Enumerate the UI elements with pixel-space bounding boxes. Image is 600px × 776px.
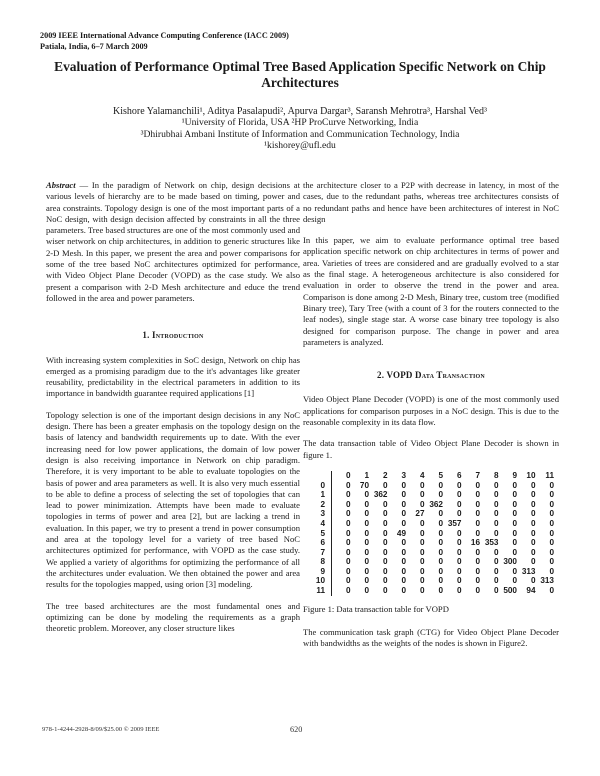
table-cell: 0 bbox=[364, 490, 369, 500]
column-header: 5 bbox=[438, 470, 443, 480]
table-row bbox=[311, 567, 554, 577]
row-header: 11 bbox=[316, 586, 325, 596]
table-cell: 0 bbox=[475, 557, 480, 567]
table-cell: 0 bbox=[364, 518, 369, 528]
right-column bbox=[303, 180, 559, 660]
table-cell: 0 bbox=[512, 528, 517, 538]
table-cell: 0 bbox=[332, 557, 351, 567]
table-header-row bbox=[311, 471, 554, 481]
abstract bbox=[46, 180, 300, 304]
table-cell: 0 bbox=[456, 586, 462, 596]
table-cell: 49 bbox=[396, 528, 406, 538]
affiliation-2: ³Dhirubhai Ambani Institute of Information and Communication Technology, India bbox=[140, 128, 460, 140]
table-cell: 0 bbox=[438, 576, 443, 586]
table-cell: 0 bbox=[493, 528, 499, 538]
data-transaction-table bbox=[311, 471, 555, 596]
table-cell: 0 bbox=[475, 490, 480, 500]
affiliation-1: ¹University of Florida, USA ²HP ProCurve Networking, India bbox=[181, 117, 419, 129]
row-header: 2 bbox=[320, 499, 325, 509]
table-row bbox=[311, 481, 554, 491]
table-cell: 0 bbox=[456, 509, 462, 519]
table-cell: 0 bbox=[364, 586, 369, 596]
table-row bbox=[311, 519, 554, 529]
page-number: 620 bbox=[290, 725, 303, 734]
table-cell: 0 bbox=[493, 547, 499, 557]
section-heading-vopd-title: Data Transaction bbox=[415, 370, 485, 381]
table-cell: 0 bbox=[401, 566, 406, 576]
conference-location-date: Patiala, India, 6–7 March 2009 bbox=[40, 41, 148, 51]
table-cell: 0 bbox=[332, 586, 351, 596]
table-cell: 27 bbox=[415, 509, 425, 519]
row-header: 5 bbox=[320, 528, 325, 538]
table-row bbox=[311, 500, 554, 510]
table-cell: 0 bbox=[419, 557, 425, 567]
table-row bbox=[311, 490, 554, 500]
table-cell: 300 bbox=[503, 557, 517, 567]
author-block bbox=[30, 106, 570, 152]
table-cell: 353 bbox=[484, 538, 499, 548]
table-cell: 0 bbox=[549, 547, 554, 557]
table-cell: 0 bbox=[530, 499, 536, 509]
table-cell: 0 bbox=[419, 480, 425, 490]
table-cell: 0 bbox=[419, 566, 425, 576]
column-header: 2 bbox=[382, 470, 388, 480]
table-cell: 0 bbox=[493, 586, 499, 596]
right-paragraph-1: the architecture closer to a P2P with decrease in latency, in most of the cases, due to the redundant paths, whereas tree architectures consists of no redundant paths and hence have been architectures of interest in NoC design bbox=[303, 180, 559, 224]
table-cell: 0 bbox=[530, 480, 536, 490]
table-cell: 0 bbox=[475, 518, 480, 528]
table-cell: 0 bbox=[475, 499, 480, 509]
table-cell: 0 bbox=[438, 557, 443, 567]
row-header: 4 bbox=[320, 518, 325, 528]
table-cell: 0 bbox=[364, 499, 369, 509]
table-cell: 0 bbox=[549, 490, 554, 500]
table-cell: 0 bbox=[332, 576, 351, 586]
table-cell: 0 bbox=[332, 519, 351, 529]
table-corner-cell bbox=[311, 471, 332, 481]
table-row bbox=[311, 538, 554, 548]
table-cell: 0 bbox=[493, 566, 499, 576]
conference-name: 2009 IEEE International Advance Computing Conference (IACC 2009) bbox=[40, 31, 289, 40]
table-cell: 0 bbox=[512, 576, 517, 586]
table-cell: 0 bbox=[530, 509, 536, 519]
table-cell: 0 bbox=[401, 480, 406, 490]
table-cell: 0 bbox=[549, 480, 554, 490]
table-cell: 0 bbox=[382, 557, 388, 567]
section-heading-introduction: 1. Introduction bbox=[142, 330, 204, 341]
abstract-text: — In the paradigm of Network on chip, design decisions at various levels of hierarchy are to be made based on timing, power and area constraints. Topology design is one of the most important parts of a NoC design, with design decision affected by constraints in all the three parameters. Tree based structures are one of the most commonly used and wiser network on chip architectures, in addition to generic structures like 2-D Mesh. In this paper, we present the area and power comparisons for some of the tree based NoC architectures optimized for performance, with Video Object Plane Decoder (VOPD) as the case study. We also present a comparison with 2-D Mesh architecture and educe the trend followed in the area and power parameters. bbox=[46, 180, 300, 303]
table-cell: 0 bbox=[401, 509, 406, 519]
table-cell: 0 bbox=[438, 528, 443, 538]
table-row bbox=[311, 548, 554, 558]
table-cell: 0 bbox=[512, 499, 517, 509]
row-header: 1 bbox=[320, 490, 325, 500]
table-cell: 0 bbox=[512, 538, 517, 548]
table-cell: 0 bbox=[332, 490, 351, 500]
table-cell: 362 bbox=[373, 490, 388, 500]
table-cell: 0 bbox=[419, 499, 425, 509]
table-cell: 0 bbox=[419, 518, 425, 528]
table-cell: 0 bbox=[549, 528, 554, 538]
table-cell: 0 bbox=[456, 557, 462, 567]
table-cell: 0 bbox=[512, 480, 517, 490]
column-header: 1 bbox=[364, 470, 369, 480]
copyright-footer: 978-1-4244-2928-8/09/$25.00 © 2009 IEEE bbox=[42, 726, 160, 733]
table-cell: 0 bbox=[549, 509, 554, 519]
table-cell: 0 bbox=[438, 566, 443, 576]
table-cell: 0 bbox=[456, 528, 462, 538]
table-cell: 0 bbox=[549, 557, 554, 567]
abstract-label: Abstract bbox=[46, 180, 76, 190]
table-cell: 0 bbox=[456, 538, 462, 548]
author-names: Kishore Yalamanchili¹, Aditya Pasalapudi², Apurva Dargar³, Saransh Mehrotra³, Harshal Ved³ bbox=[113, 106, 487, 117]
table-cell: 0 bbox=[493, 557, 499, 567]
table-cell: 362 bbox=[429, 499, 443, 509]
row-header: 7 bbox=[320, 547, 325, 557]
table-cell: 0 bbox=[438, 538, 443, 548]
table-cell: 70 bbox=[359, 480, 369, 490]
table-row bbox=[311, 586, 554, 596]
table-cell: 0 bbox=[530, 547, 536, 557]
table-cell: 0 bbox=[512, 509, 517, 519]
table-cell: 0 bbox=[438, 518, 443, 528]
vopd-paragraph-2: The data transaction table of Video Object Plane Decoder is shown in figure 1. bbox=[303, 438, 559, 460]
row-header: 10 bbox=[315, 576, 325, 586]
table-cell: 0 bbox=[456, 576, 462, 586]
table-row bbox=[311, 509, 554, 519]
table-cell: 0 bbox=[401, 490, 406, 500]
paper-title: Evaluation of Performance Optimal Tree Based Application Specific Network on Chip Architectures bbox=[54, 59, 546, 90]
table-cell: 0 bbox=[364, 566, 369, 576]
table-cell: 0 bbox=[382, 480, 388, 490]
table-cell: 0 bbox=[438, 586, 443, 596]
table-cell: 0 bbox=[493, 499, 499, 509]
intro-paragraph-3: The tree based architectures are the most fundamental ones and optimizing can be done by modeling the requirements as a graph theoretic problem. Moreover, any closer structure likes bbox=[46, 600, 300, 634]
table-cell: 0 bbox=[530, 538, 536, 548]
table-cell: 0 bbox=[382, 586, 388, 596]
table-cell: 0 bbox=[419, 538, 425, 548]
column-header: 10 bbox=[526, 470, 536, 480]
table-cell: 0 bbox=[475, 480, 480, 490]
table-cell: 0 bbox=[419, 586, 425, 596]
table-cell: 0 bbox=[332, 567, 351, 577]
column-header: 0 bbox=[332, 471, 351, 481]
table-cell: 0 bbox=[382, 499, 388, 509]
table-cell: 0 bbox=[530, 518, 536, 528]
table-cell: 0 bbox=[419, 547, 425, 557]
author-email: ¹kishorey@ufl.edu bbox=[264, 140, 336, 152]
table-cell: 0 bbox=[382, 538, 388, 548]
table-cell: 0 bbox=[382, 518, 388, 528]
table-cell: 0 bbox=[364, 547, 369, 557]
table-cell: 0 bbox=[512, 490, 517, 500]
table-cell: 0 bbox=[364, 538, 369, 548]
table-cell: 0 bbox=[456, 490, 462, 500]
column-header: 7 bbox=[475, 470, 480, 480]
table-cell: 0 bbox=[332, 500, 351, 510]
table-cell: 0 bbox=[364, 576, 369, 586]
table-row bbox=[311, 576, 554, 586]
table-cell: 0 bbox=[549, 566, 554, 576]
intro-paragraph-1: With increasing system complexities in SoC design, Network on chip has emerged as a promising paradigm due to the it's advantages like greater reusability, predictability in the electrical parameters in addition to its importance in bandwidth guarantee required applications [1] bbox=[46, 354, 300, 399]
row-header: 0 bbox=[320, 480, 325, 490]
table-cell: 0 bbox=[493, 576, 499, 586]
table-cell: 0 bbox=[401, 499, 406, 509]
table-cell: 0 bbox=[549, 499, 554, 509]
right-paragraph-2: In this paper, we aim to evaluate performance optimal tree based application specific network on chip architectures in terms of power and area. Varieties of trees are considered and are gradually evolved to a star as the final stage. A heterogeneous architecture is also considered for evaluation in order to observe the trend in the power and area. Comparison is done among 2-D Mesh, Binary tree, custom tree (modified Binary tree), Tary Tree (with a count of 3 for the routers connected to the leaf nodes), single stage star. A worse case binary tree topology is also designed for comparison purpose. The change in power and area parameters is analyzed. bbox=[303, 235, 559, 347]
table-cell: 0 bbox=[475, 547, 480, 557]
table-cell: 0 bbox=[401, 586, 406, 596]
table-cell: 357 bbox=[447, 518, 462, 528]
table-cell: 0 bbox=[530, 557, 536, 567]
table-cell: 0 bbox=[332, 509, 351, 519]
conference-header bbox=[40, 31, 289, 52]
column-header: 3 bbox=[401, 470, 406, 480]
table-cell: 0 bbox=[401, 576, 406, 586]
table-cell: 500 bbox=[503, 586, 517, 596]
table-cell: 0 bbox=[438, 509, 443, 519]
table-cell: 94 bbox=[526, 586, 536, 596]
table-body bbox=[311, 481, 554, 596]
table-cell: 313 bbox=[540, 576, 554, 586]
table-cell: 0 bbox=[332, 548, 351, 558]
table-cell: 0 bbox=[456, 547, 462, 557]
table-cell: 313 bbox=[521, 566, 536, 576]
table-cell: 0 bbox=[364, 509, 369, 519]
table-cell: 0 bbox=[419, 576, 425, 586]
table-cell: 0 bbox=[382, 576, 388, 586]
table-cell: 0 bbox=[438, 490, 443, 500]
section-heading-vopd bbox=[303, 370, 559, 381]
vopd-paragraph-3: The communication task graph (CTG) for Video Object Plane Decoder with bandwidths as the weights of the nodes is shown in Figure2. bbox=[303, 626, 559, 649]
column-header: 8 bbox=[493, 470, 499, 480]
table-cell: 0 bbox=[456, 566, 462, 576]
left-column bbox=[46, 180, 300, 644]
table-cell: 0 bbox=[401, 518, 406, 528]
table-cell: 0 bbox=[475, 566, 480, 576]
table-cell: 0 bbox=[456, 499, 462, 509]
column-header: 9 bbox=[512, 470, 517, 480]
table-cell: 0 bbox=[364, 528, 369, 538]
figure-caption: Figure 1: Data transaction table for VOPD bbox=[303, 603, 449, 614]
table-cell: 0 bbox=[475, 528, 480, 538]
table-cell: 0 bbox=[438, 547, 443, 557]
intro-paragraph-2: Topology selection is one of the important design decisions in any NoC design. There has been a greater emphasis on the topology design on the basis of latency and bandwidth requirements up to date. With the ever increasing need for low power applications, the domain of low power design is also receiving importance in Network on chip paradigm. Therefore, it is very important to be able to evaluate topologies on the basis of power and area parameters as well. It is also very much essential to be able to define a process of selecting the set of topologies that can lead to power minimization. Attempts have been made to evaluate topologies in terms of power and area [2], but are lacking a trend in evaluation. In this paper, we try to present a trend in power consumption and area at the topology level for a variety of tree based NoC architectures optimized for performance, with VOPD as the case study. We applied a variety of algorithms for optimizing the performance of all the architectures under evaluation. We then obtained the power and area results for the topologies mapped, using orion [3] modeling. bbox=[46, 409, 300, 590]
table-cell: 16 bbox=[470, 538, 480, 548]
table-cell: 0 bbox=[332, 529, 351, 539]
table-cell: 0 bbox=[438, 480, 443, 490]
table-cell: 0 bbox=[475, 586, 480, 596]
table-cell: 0 bbox=[530, 490, 536, 500]
table-cell: 0 bbox=[332, 481, 351, 491]
row-header: 3 bbox=[320, 509, 325, 519]
column-header: 4 bbox=[419, 470, 425, 480]
table-cell: 0 bbox=[512, 518, 517, 528]
table-cell: 0 bbox=[382, 547, 388, 557]
table-cell: 0 bbox=[549, 518, 554, 528]
table-cell: 0 bbox=[382, 509, 388, 519]
table-cell: 0 bbox=[530, 576, 536, 586]
table-cell: 0 bbox=[493, 509, 499, 519]
table-row bbox=[311, 529, 554, 539]
column-header: 11 bbox=[545, 470, 554, 480]
row-header: 8 bbox=[320, 557, 325, 567]
table-cell: 0 bbox=[401, 547, 406, 557]
row-header: 9 bbox=[320, 566, 325, 576]
row-header: 6 bbox=[320, 538, 325, 548]
table-cell: 0 bbox=[419, 490, 425, 500]
table-cell: 0 bbox=[493, 518, 499, 528]
table-row bbox=[311, 557, 554, 567]
table-cell: 0 bbox=[364, 557, 369, 567]
column-header: 6 bbox=[456, 470, 462, 480]
table-cell: 0 bbox=[382, 566, 388, 576]
vopd-paragraph-1: Video Object Plane Decoder (VOPD) is one of the most commonly used applications for comparison purposes in a NoC design. This is due to the reasonable complexity in its data flow. bbox=[303, 394, 559, 428]
table-cell: 0 bbox=[512, 547, 517, 557]
table-cell: 0 bbox=[549, 586, 554, 596]
table-cell: 0 bbox=[475, 576, 480, 586]
table-cell: 0 bbox=[530, 528, 536, 538]
table-cell: 0 bbox=[493, 480, 499, 490]
table-cell: 0 bbox=[475, 509, 480, 519]
table-cell: 0 bbox=[401, 538, 406, 548]
table-cell: 0 bbox=[512, 566, 517, 576]
table-cell: 0 bbox=[382, 528, 388, 538]
table-cell: 0 bbox=[549, 538, 554, 548]
table-cell: 0 bbox=[493, 490, 499, 500]
table-cell: 0 bbox=[456, 480, 462, 490]
table-cell: 0 bbox=[401, 557, 406, 567]
table-cell: 0 bbox=[419, 528, 425, 538]
table-cell: 0 bbox=[332, 538, 351, 548]
section-heading-vopd-number: 2. VOPD bbox=[377, 370, 416, 381]
